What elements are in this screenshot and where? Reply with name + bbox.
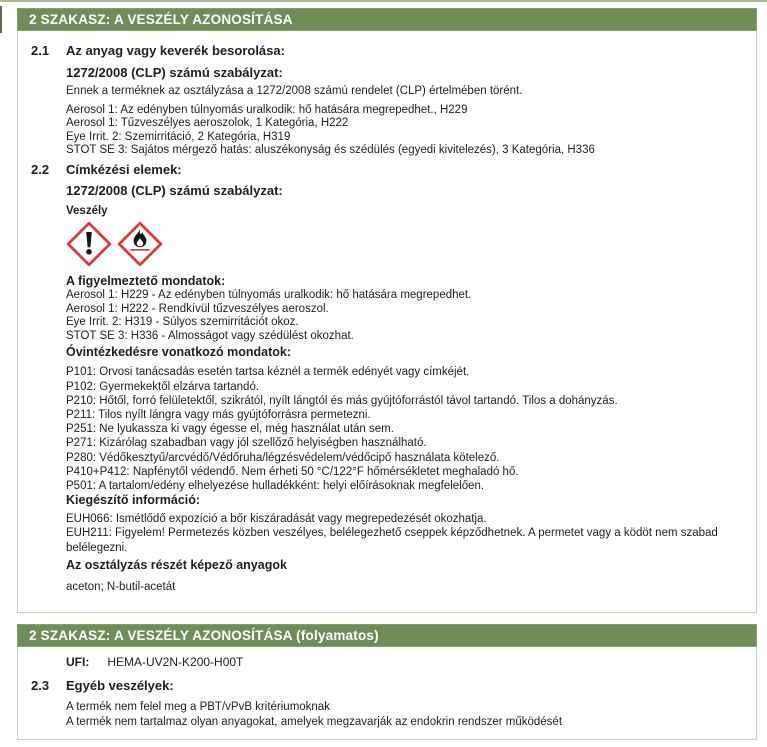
hazard-statement: Eye Irrit. 2: H319 - Súlyos szemirritációt okoz.: [66, 316, 299, 329]
precautionary-statement: P210: Hőtől, forró felületektől, szikrától, nyílt lángtól és más gyújtóforrástól távol tartandó. Tilos a dohányzás.: [66, 394, 618, 407]
subsection-2-3-heading: [31, 678, 742, 694]
section-2-continued-header-bar: [17, 624, 757, 647]
substances-heading: Az osztályzás részét képező anyagok: [66, 557, 287, 572]
hazard-statement: Aerosol 1: H222 - Rendkívül tűzveszélyes aeroszol.: [66, 302, 329, 315]
substances-value: aceton; N-butil-acetát: [66, 580, 176, 593]
exclamation-mark-pictogram-icon: [66, 221, 112, 267]
ufi-value: HEMA-UV2N-K200-H00T: [107, 655, 244, 670]
flame-pictogram-icon: [117, 221, 163, 267]
ufi-row: [31, 655, 742, 670]
section-2-continued: [17, 624, 757, 739]
subsection-2-2-heading: [31, 162, 742, 178]
supplemental-info-list: [31, 512, 742, 555]
section-2: [17, 0, 757, 613]
precautionary-statement: P211: Tilos nyílt lángra vagy más gyújtóforrásra permetezni.: [66, 408, 371, 421]
precautionary-statement: P410+P412: Napfénytől védendő. Nem érheti 50 °C/122°F hőmérsékletet meghaladó hő.: [66, 465, 519, 478]
hazard-statements-list: [31, 289, 742, 343]
precautionary-statement: P101: Orvosi tanácsadás esetén tartsa kéznél a termék edényét vagy címkéjét.: [66, 366, 470, 379]
section-2-content-box: [17, 31, 757, 613]
classification-intro: Ennek a terméknek az osztályzása a 1272/2008 számú rendelet (CLP) értelmében törént.: [66, 85, 523, 97]
classification-item: STOT SE 3: Sajátos mérgező hatás: aluszékonyság és szédülés (egyedi kivitelezés), 3 Kategória, H336: [66, 144, 595, 157]
precautionary-statement: P271: Kizárólag szabadban vagy jól szellőző helyiségben használható.: [66, 437, 427, 450]
subsection-2-1-number: 2.1: [31, 43, 50, 58]
hazard-statement: STOT SE 3: H336 - Almosságot vagy szédülést okozhat.: [66, 329, 354, 342]
section-2-continued-header-title: 2 SZAKASZ: A VESZÉLY AZONOSÍTÁSA (folyamatos): [29, 628, 379, 644]
clp-regulation-heading-2: 1272/2008 (CLP) számú szabályzat:: [66, 182, 283, 198]
signal-word: Veszély: [66, 204, 108, 217]
supplemental-statement: EUH211: Figyelem! Permetezés közben veszélyes, belélegezhető cseppek képződhetnek. A permetet vagy a ködöt nem szabad belélegezni.: [66, 527, 718, 554]
precautionary-statement: P280: Védőkesztyű/arcvédő/Védőruha/légzésvédelem/védőcipő használata kötelező.: [66, 451, 500, 464]
hazard-statement: Aerosol 1: H229 - Az edényben túlnyomás uralkodik: hő hatására megrepedhet.: [66, 288, 472, 301]
precautionary-statements-list: [31, 365, 742, 493]
subsection-2-1-title: Az anyag vagy keverék besorolása:: [66, 43, 285, 58]
ufi-label: UFI:: [66, 655, 90, 670]
supplemental-statement: EUH066: Ismétlődő expozíció a bőr kiszáradását vagy megrepedezését okozhatja.: [66, 513, 487, 526]
other-hazard-line: A termék nem felel meg a PBT/vPvB kritériumoknak: [66, 701, 330, 714]
top-divider-line: [0, 0, 767, 2]
subsection-2-2-title: Címkézési elemek:: [66, 161, 182, 177]
precautionary-statement: P501: A tartalom/edény elhelyezése hulladékként: helyi előírásoknak megfelelően.: [66, 479, 485, 492]
subsection-2-3-title: Egyéb veszélyek:: [66, 678, 174, 694]
section-2-header-bar: [17, 8, 757, 31]
section-2-continued-content-box: [17, 647, 757, 739]
hazard-statements-heading: A figyelmeztető mondatok:: [66, 273, 226, 288]
left-edge-fragment: [0, 6, 2, 33]
other-hazards-list: [31, 700, 742, 728]
precautionary-statement: P251: Ne lyukassza ki vagy égesse el, még használat után sem.: [66, 423, 394, 436]
subsection-2-2-number: 2.2: [31, 161, 50, 177]
precautionary-statement: P102: Gyermekektől elzárva tartandó.: [66, 380, 260, 393]
classification-item: Eye Irrit. 2: Szemirritáció, 2 Kategória, H319: [66, 130, 291, 143]
supplemental-info-heading: Kiegészítő információ:: [66, 493, 201, 508]
other-hazard-line: A termék nem tartalmaz olyan anyagokat, amelyek megzavarják az endokrin rendszer működését: [66, 715, 563, 728]
clp-regulation-heading-1: 1272/2008 (CLP) számú szabályzat:: [66, 65, 283, 80]
section-2-header-title: 2 SZAKASZ: A VESZÉLY AZONOSÍTÁSA: [29, 12, 293, 27]
classification-list: [31, 104, 742, 158]
classification-item: Aerosol 1: Az edényben túlnyomás uralkodik: hő hatására megrepedhet., H229: [66, 103, 468, 116]
ghs-pictogram-row: [31, 221, 742, 267]
precautionary-statements-heading: Óvintézkedésre vonatkozó mondatok:: [66, 345, 292, 360]
subsection-2-3-number: 2.3: [31, 678, 50, 694]
subsection-2-1-heading: [31, 43, 742, 59]
classification-item: Aerosol 1: Tűzveszélyes aeroszolok, 1 Kategória, H222: [66, 117, 349, 130]
